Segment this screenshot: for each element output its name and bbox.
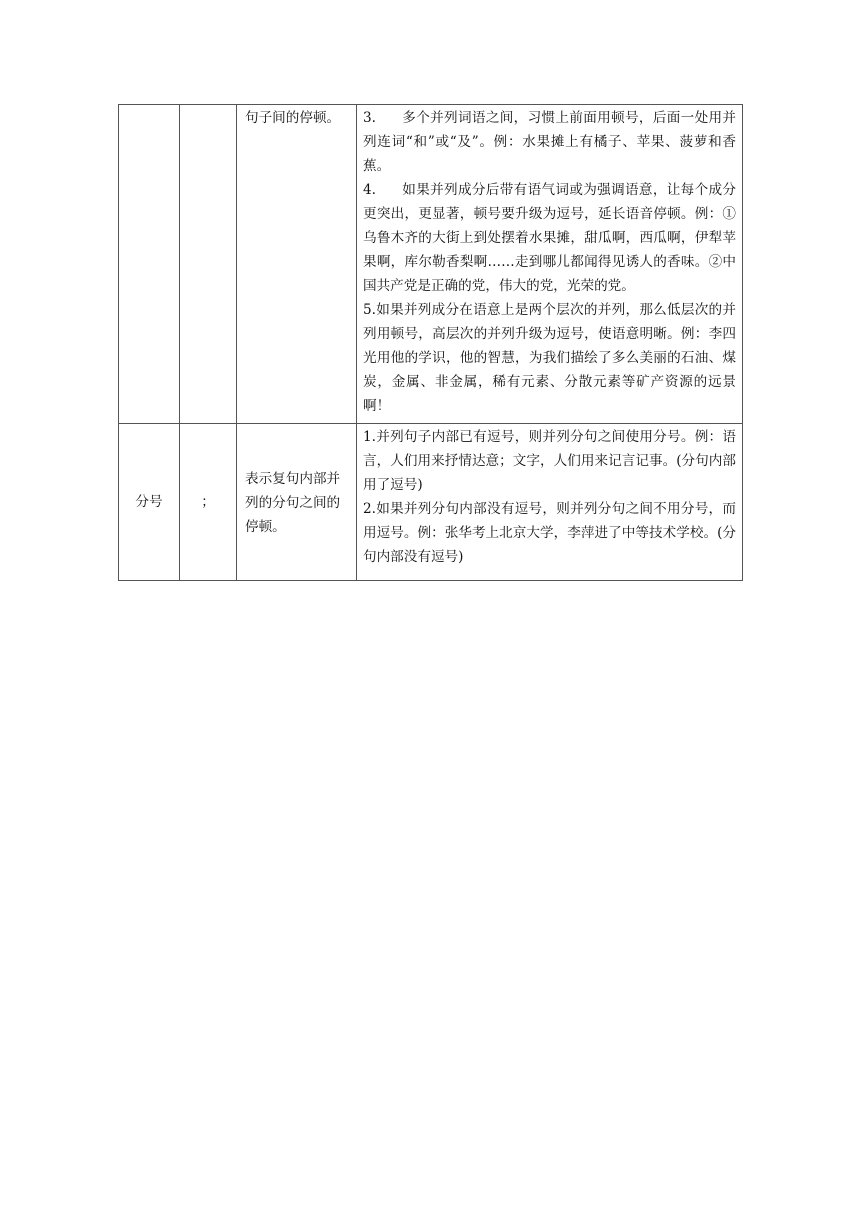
example-item — [363, 298, 736, 418]
example-item — [363, 178, 736, 298]
table-row — [119, 105, 743, 424]
example-text: 2.如果并列分句内部没有逗号，则并列分句之间不用分号，而用逗号。例：张华考上北京大学，李萍进了中等技术学校。(分句内部没有逗号) — [363, 501, 736, 565]
example-text: 多个并列词语之间，习惯上前面用顿号，后面一处用并列连词“和”或“及”。例：水果摊上有橘子、苹果、菠萝和香蕉。 — [363, 110, 736, 174]
punctuation-name-cell: 分号 — [119, 424, 180, 581]
example-item — [363, 106, 736, 178]
example-text: 5.如果并列成分在语意上是两个层次的并列，那么低层次的并列用顿号，高层次的并列升级为逗号，使语意明晰。例：李四光用他的学识，他的智慧，为我们描绘了多么美丽的石油、煤炭，金属、非金属，稀有元素、分散元素等矿产资源的远景啊！ — [363, 302, 736, 414]
example-number: 4. — [363, 182, 376, 198]
usage-cell: 表示复句内部并列的分句之间的停顿。 — [237, 424, 357, 581]
example-number: 3. — [363, 110, 376, 126]
example-item — [363, 497, 736, 569]
table-row — [119, 424, 743, 581]
example-text: 如果并列成分后带有语气词或为强调语意，让每个成分更突出，更显著，顿号要升级为逗号，延长语音停顿。例：①乌鲁木齐的大街上到处摆着水果摊，甜瓜啊，西瓜啊，伊犁苹果啊，库尔勒香梨啊……走到哪儿都闻得见诱人的香味。②中国共产党是正确的党，伟大的党，光荣的党。 — [363, 182, 736, 294]
usage-cell: 句子间的停顿。 — [237, 105, 357, 424]
punctuation-table — [118, 104, 743, 581]
examples-cell — [357, 105, 743, 424]
examples-cell — [357, 424, 743, 581]
punctuation-mark-cell: ； — [180, 424, 237, 581]
example-item — [363, 425, 736, 497]
punctuation-mark-cell — [180, 105, 237, 424]
example-text: 1.并列句子内部已有逗号，则并列分句之间使用分号。例：语言，人们用来抒情达意；文字，人们用来记言记事。(分句内部用了逗号) — [363, 429, 736, 493]
punctuation-name-cell — [119, 105, 180, 424]
